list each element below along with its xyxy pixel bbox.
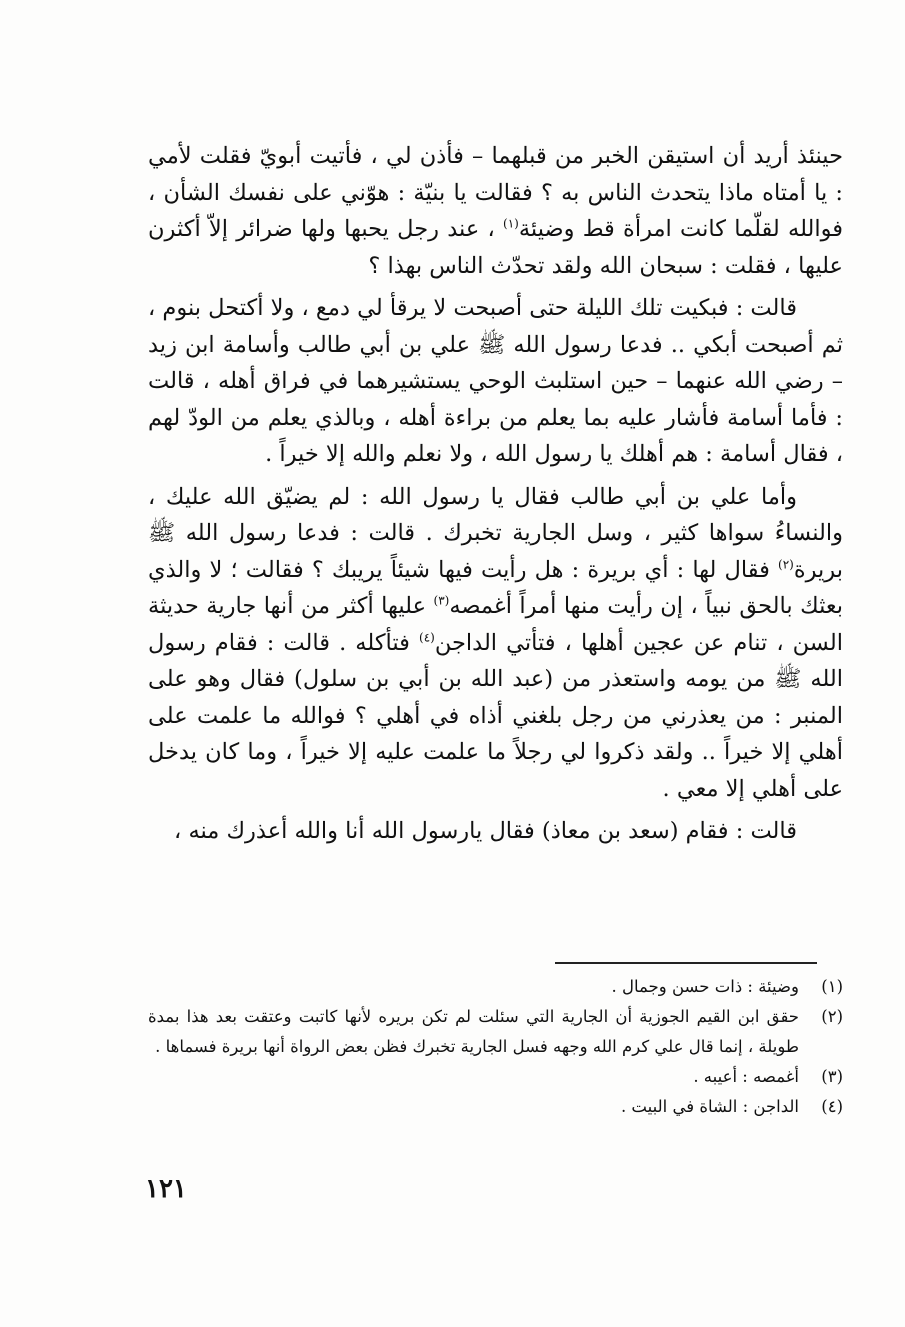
footnote-number: (١) bbox=[821, 977, 843, 996]
footnote-text: وضيئة : ذات حسن وجمال . bbox=[611, 977, 799, 996]
footnotes bbox=[148, 972, 843, 1122]
footnote-ref-4: (٤) bbox=[419, 630, 435, 644]
footnote-ref-3: (٣) bbox=[433, 593, 450, 608]
paragraph-3 bbox=[148, 479, 843, 808]
paragraph-1-tail: ، عند رجل يحبها ولها ضرائر إلاّ أكثرن عليها ، فقلت : سبحان الله ولقد تحدّث الناس بهذا ؟ bbox=[148, 216, 843, 279]
footnote-text: أغمصه : أعيبه . bbox=[693, 1067, 799, 1086]
footnote-separator bbox=[555, 962, 817, 964]
footnote-number: (٢) bbox=[821, 1007, 843, 1026]
footnote-text: حقق ابن القيم الجوزية أن الجارية التي سئلت لم تكن بريره لأنها كاتبت وعتقت بعد هذا بمدة طويلة ، إنما قال علي كرم الله وجهه فسل الجارية تخبرك فظن بعض الرواة أنها بريرة فسماها . bbox=[148, 1007, 799, 1056]
main-text bbox=[148, 138, 843, 850]
footnote-4 bbox=[148, 1092, 843, 1122]
paragraph-2: قالت : فبكيت تلك الليلة حتى أصبحت لا يرقأ لي دمع ، ولا أكتحل بنوم ، ثم أصبحت أبكي .. فدعا رسول الله ﷺ علي بن أبي طالب وأسامة ابن زيد – رضي الله عنهما – حين استلبث الوحي يستشيرهما في فراق أهله ، قالت : فأما أسامة فأشار عليه بما يعلم من براءة أهله ، وبالذي يعلم من الودّ لهم ، فقال أسامة : هم أهلك يا رسول الله ، ولا نعلم والله إلا خيراً . bbox=[148, 295, 843, 467]
footnote-ref-1: (١) bbox=[503, 216, 519, 231]
footnote-2 bbox=[148, 1002, 843, 1062]
footnote-number: (٣) bbox=[821, 1067, 843, 1086]
paragraph-3-mid: فقال لها : أي بريرة : هل رأيت فيها شيئاً يريبك ؟ فقالت ؛ لا والذي بعثك بالحق نبياً ، إن رأيت منها أمراً أغمصه bbox=[148, 556, 843, 619]
footnote-3 bbox=[148, 1062, 843, 1092]
footnote-ref-2: (٢) bbox=[778, 557, 794, 571]
paragraph-3-text: وأما علي بن أبي طالب فقال يا رسول الله : لم يضيّق الله عليك ، والنساءُ سواها كثير ، وسل الجارية تخبرك . قالت : فدعا رسول الله ﷺ بريرة bbox=[148, 483, 843, 583]
paragraph-1-text: حينئذ أريد أن استيقن الخبر من قبلهما – فأذن لي ، فأتيت أبويّ فقلت لأمي : يا أمتاه ماذا يتحدث الناس به ؟ فقالت يا بنيّة : هوّني على نفسك الشأن ، فوالله لقلّما كانت امرأة قط وضيئة bbox=[148, 143, 844, 242]
paragraph-1 bbox=[148, 138, 843, 284]
paragraph-4: قالت : فقام (سعد بن معاذ) فقال يارسول الله أنا والله أعذرك منه ، bbox=[174, 818, 797, 844]
footnote-number: (٤) bbox=[821, 1097, 843, 1116]
footnote-1 bbox=[148, 972, 843, 1002]
paragraph-3-tail: فتأكله . قالت : فقام رسول الله ﷺ من يومه واستعذر من (عبد الله بن أبي بن سلول) فقال وهو على المنبر : من يعذرني من رجل بلغني أذاه في أهلي ؟ فوالله ما علمت على أهلي إلا خيراً .. ولقد ذكروا لي رجلاً ما علمت عليه إلا خيراً ، وما كان يدخل على أهلي إلا معي . bbox=[148, 629, 843, 802]
footnote-text: الداجن : الشاة في البيت . bbox=[620, 1097, 799, 1116]
paragraph-3-mid2: عليها أكثر من أنها جارية حديثة السن ، تنام عن عجين أهلها ، فتأتي الداجن bbox=[148, 593, 843, 656]
page-number: ١٢١ bbox=[145, 1174, 187, 1204]
